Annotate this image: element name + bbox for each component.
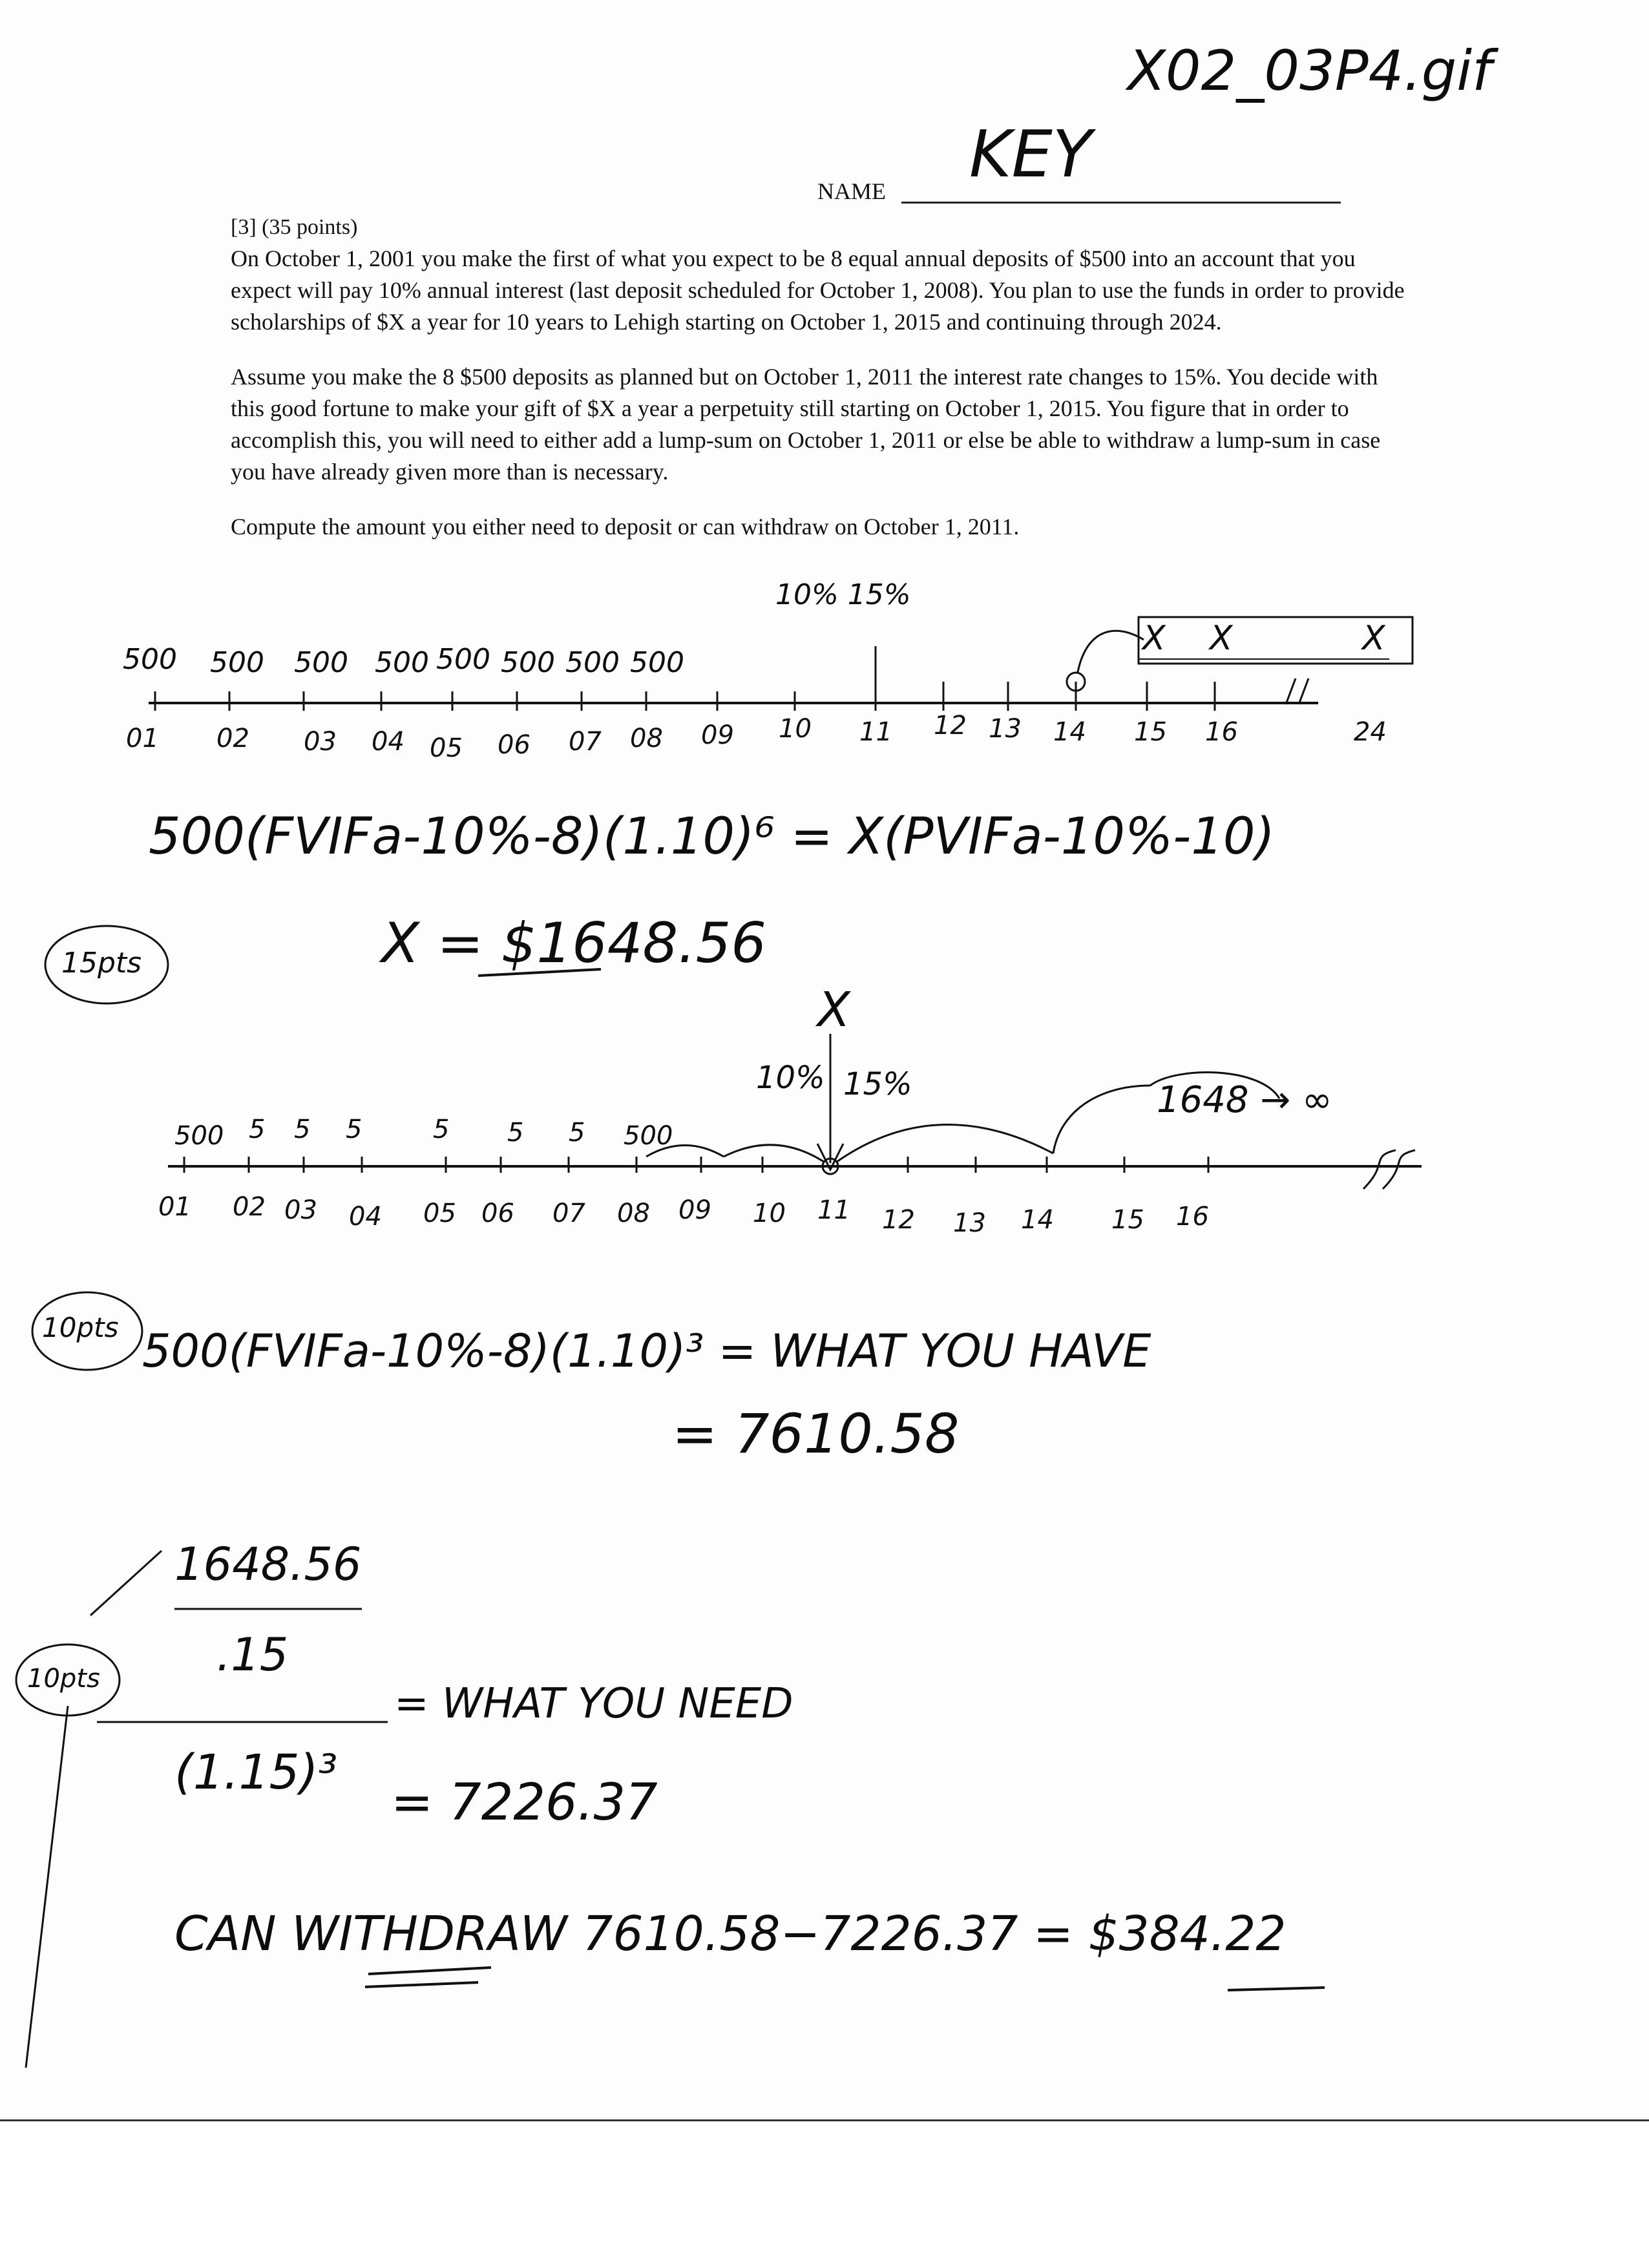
t1-year: 10 <box>779 714 812 744</box>
name-value: KEY <box>969 116 1092 192</box>
t1-deposit: 500 <box>210 646 264 679</box>
t2-deposit: 5 <box>294 1115 311 1144</box>
timeline-2-rate-left: 10% <box>756 1060 825 1096</box>
t1-year: 09 <box>701 720 734 750</box>
t2-deposit: 5 <box>433 1115 450 1144</box>
left-bracket <box>26 1706 68 2068</box>
t1-year: 03 <box>304 727 337 757</box>
t2-year: 14 <box>1021 1205 1054 1235</box>
t1-x-payment: X <box>1362 619 1385 658</box>
problem-header: [3] (35 points) <box>231 215 358 239</box>
t2-year: 08 <box>617 1199 650 1228</box>
score-1: 15pts <box>61 947 142 980</box>
t1-deposit: 500 <box>630 646 684 679</box>
page-bottom-margin <box>0 2119 1649 2268</box>
result-x: X = $1648.56 <box>381 911 766 976</box>
paragraph-2: Assume you make the 8 $500 deposits as planned but on October 1, 2011 the interest rate changes to 15%. You decide with this good fortune to make your gift of $X a year a perpetuity still starting on October 1, 2015. You figure that in order to accomplish this, you will need to either add a lump-sum on October 1, 2011 or else be able to withdraw a lump-sum in case you have already given more than is necessary. <box>231 364 1381 485</box>
timeline-2-perpetuity-note: 1648 → ∞ <box>1157 1079 1332 1121</box>
t1-deposit: 500 <box>501 646 555 679</box>
t1-deposit: 500 <box>375 646 429 679</box>
t1-year: 16 <box>1205 717 1238 747</box>
t2-year: 10 <box>753 1199 786 1228</box>
withdraw-underline <box>365 1968 491 1987</box>
need-result: = 7226.37 <box>391 1774 658 1832</box>
t1-deposit: 500 <box>565 646 620 679</box>
t2-year: 11 <box>817 1195 850 1225</box>
t2-deposit: 5 <box>346 1115 362 1144</box>
t2-year: 13 <box>953 1208 986 1238</box>
t1-deposit: 500 <box>123 643 177 676</box>
timeline-1-break <box>1286 678 1308 704</box>
paragraph-3: Compute the amount you either need to deposit or can withdraw on October 1, 2011. <box>231 514 1020 540</box>
fraction-numerator: 1648.56 <box>174 1538 362 1591</box>
t2-year: 02 <box>233 1192 266 1222</box>
t1-year: 14 <box>1053 717 1086 747</box>
timeline-1-return-arrow <box>1078 631 1144 672</box>
t1-year: 06 <box>498 730 530 760</box>
t1-year: 01 <box>126 724 159 753</box>
file-label: X02_03P4.gif <box>1128 39 1492 103</box>
fraction-denominator: .15 <box>216 1628 289 1681</box>
t2-deposit: 500 <box>624 1121 673 1151</box>
t2-year: 05 <box>423 1199 456 1228</box>
t2-year: 01 <box>158 1192 191 1222</box>
timeline-1-note: 10% 15% <box>775 578 911 611</box>
name-label: NAME <box>817 178 886 204</box>
timeline-2-ticks <box>184 1157 1208 1173</box>
score-2: 10pts <box>42 1312 119 1343</box>
t1-year: 24 <box>1354 717 1387 747</box>
t2-deposit: 5 <box>249 1115 266 1144</box>
score-3: 10pts <box>27 1664 100 1694</box>
t2-year: 06 <box>481 1199 514 1228</box>
equation-1: 500(FVIFa-10%-8)(1.10)⁶ = X(PVIFa-10%-10) <box>149 808 1275 866</box>
t1-x-payment: X <box>1142 619 1166 658</box>
timeline-2-break <box>1363 1150 1415 1189</box>
t1-year: 05 <box>430 733 463 763</box>
t1-year: 12 <box>934 711 967 740</box>
equation-2: 500(FVIFa-10%-8)(1.10)³ = WHAT YOU HAVE <box>142 1325 1151 1378</box>
left-slash <box>90 1551 162 1615</box>
paragraph-1: On October 1, 2001 you make the first of what you expect to be 8 equal annual deposits of $500 into an account that you expect will pay 10% annual interest (last deposit scheduled for October 1, 2008). You plan to use the funds in order to provide scholarships of $X a year for 10 years to Lehigh starting on October 1, 2015 and continuing through 2024. <box>231 246 1405 335</box>
final-answer-line: CAN WITHDRAW 7610.58−7226.37 = $384.22 <box>174 1906 1287 1962</box>
t1-year: 02 <box>216 724 249 753</box>
t1-x-payment: X <box>1210 619 1233 658</box>
t1-year: 15 <box>1134 717 1167 747</box>
t2-year: 09 <box>678 1195 711 1225</box>
t2-year: 04 <box>349 1202 382 1232</box>
timeline-2-compound-arcs <box>646 1125 1053 1162</box>
timeline-2-rate-right: 15% <box>843 1066 912 1102</box>
t2-deposit: 5 <box>507 1118 524 1148</box>
t2-year: 07 <box>552 1199 585 1228</box>
equation-2-result: = 7610.58 <box>672 1402 960 1465</box>
final-answer-underline <box>1228 1988 1325 1990</box>
t1-year: 13 <box>989 714 1022 744</box>
t2-deposit: 500 <box>174 1121 224 1151</box>
what-you-need: = WHAT YOU NEED <box>394 1680 793 1728</box>
t2-deposit: 5 <box>569 1118 585 1148</box>
t2-year: 15 <box>1111 1205 1144 1235</box>
timeline-2-arrow-label: X <box>817 982 850 1038</box>
t2-year: 16 <box>1176 1202 1209 1232</box>
t1-year: 04 <box>372 727 404 757</box>
t1-year: 08 <box>630 724 663 753</box>
t2-year: 03 <box>284 1195 317 1225</box>
t1-deposit: 500 <box>436 643 490 676</box>
t1-deposit: 500 <box>294 646 348 679</box>
t1-year: 11 <box>859 717 892 747</box>
t1-year: 07 <box>569 727 602 757</box>
fraction-divisor: (1.15)³ <box>174 1745 338 1800</box>
t2-year: 12 <box>882 1205 915 1235</box>
